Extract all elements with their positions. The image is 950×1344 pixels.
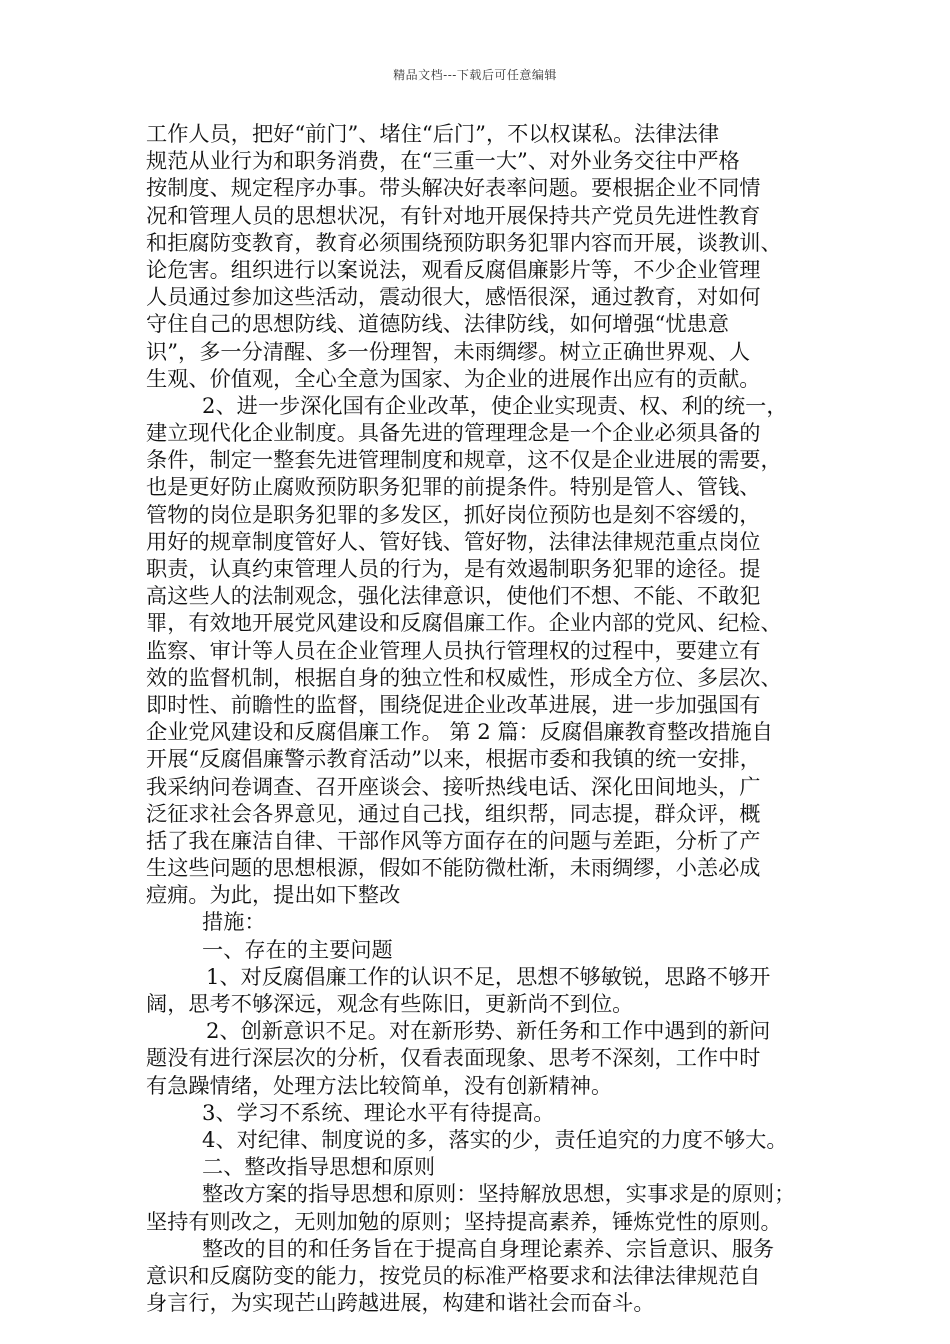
text-line: 开展“反腐倡廉警示教育活动”以来，根据市委和我镇的统一安排，: [146, 746, 761, 772]
text-line: 也是更好防止腐败预防职务犯罪的前提条件。特别是管人、管钱、: [146, 474, 761, 500]
text-line: 意识和反腐防变的能力，按党员的标准严格要求和法律法律规范自: [146, 1262, 761, 1288]
text-line: 工作人员，把好“前门”、堵住“后门”，不以权谋私。法律法律: [146, 121, 720, 146]
text-line: 泛征求社会各界意见，通过自己找，组织帮，同志提，群众评，概: [146, 800, 761, 826]
text-line: 3、学习不系统、理论水平有待提高。: [202, 1099, 555, 1125]
text-line: 人员通过参加这些活动，震动很大，感悟很深，通过教育，对如何: [146, 284, 761, 310]
text-line: 效的监督机制，根据自身的独立性和权威性，形成全方位、多层次、: [146, 664, 782, 690]
text-line: 条件，制定一整套先进管理制度和规章，这不仅是企业进展的需要，: [146, 447, 782, 473]
text-line: 措施：: [202, 909, 266, 935]
text-line: 一、存在的主要问题: [202, 936, 393, 962]
text-line: 按制度、规定程序办事。带头解决好表率问题。要根据企业不同情: [146, 175, 761, 201]
text-line: 管物的岗位是职务犯罪的多发区，抓好岗位预防也是刻不容缓的，: [146, 501, 761, 527]
text-line: 生观、价值观，全心全意为国家、为企业的进展作出应有的贡献。: [146, 365, 761, 391]
text-line: 坚持有则改之，无则加勉的原则；坚持提高素养，锤炼党性的原则。: [146, 1208, 782, 1234]
text-line: 整改的目的和任务旨在于提高自身理论素养、宗旨意识、服务: [202, 1235, 775, 1261]
text-line: 即时性、前瞻性的监督，围绕促进企业改革进展，进一步加强国有: [146, 691, 761, 717]
text-line: 2、进一步深化国有企业改革，使企业实现责、权、利的统一，: [202, 392, 788, 418]
text-line: 守住自己的思想防线、道德防线、法律防线，如何增强“忧患意: [146, 311, 729, 337]
text-line: 职责，认真约束管理人员的行为，是有效遏制职务犯罪的途径。提: [146, 556, 761, 581]
text-line: 规范从业行为和职务消费，在“三重一大”、对外业务交往中严格: [146, 148, 740, 174]
page-header: 精品文档---下载后可任意编辑: [393, 68, 557, 82]
text-line: 有急躁情绪，处理方法比较简单，没有创新精神。: [146, 1072, 613, 1098]
text-line: 论危害。组织进行以案说法，观看反腐倡廉影片等，不少企业管理: [146, 256, 761, 282]
document-body: [146, 120, 810, 1316]
text-line: 括了我在廉洁自律、干部作风等方面存在的问题与差距，分析了产: [146, 827, 761, 853]
text-line: 识”，多一分清醒、多一份理智，未雨绸缪。树立正确世界观、人: [146, 338, 751, 364]
text-line: 我采纳问卷调查、召开座谈会、接听热线电话、深化田间地头，广: [146, 773, 761, 799]
text-line: 身言行，为实现芒山跨越进展，构建和谐社会而奋斗。: [146, 1290, 655, 1316]
text-line: 监察、审计等人员在企业管理人员执行管理权的过程中，要建立有: [146, 637, 761, 663]
text-line: 高这些人的法制观念，强化法律意识，使他们不想、不能、不敢犯: [146, 583, 761, 609]
text-line: 2、创新意识不足。对在新形势、新任务和工作中遇到的新问: [206, 1018, 771, 1044]
text-line: 4、对纪律、制度说的多，落实的少，责任追究的力度不够大。: [202, 1126, 788, 1152]
text-line: 痘痈。为此，提出如下整改: [146, 882, 401, 908]
text-line: 生这些问题的思想根源，假如不能防微杜渐，未雨绸缪，小恙必成: [146, 855, 761, 881]
text-line: 题没有进行深层次的分析，仅看表面现象、思考不深刻，工作中时: [146, 1045, 761, 1071]
text-line: 阔，思考不够深远，观念有些陈旧，更新尚不到位。: [146, 991, 634, 1016]
text-line: 二、整改指导思想和原则: [202, 1154, 436, 1180]
text-line: 罪，有效地开展党风建设和反腐倡廉工作。企业内部的党风、纪检、: [146, 610, 782, 636]
text-line: 用好的规章制度管好人、管好钱、管好物，法律法律规范重点岗位: [146, 528, 761, 554]
text-line: 1、对反腐倡廉工作的认识不足，思想不够敏锐，思路不够开: [206, 963, 771, 989]
text-line: 建立现代化企业制度。具备先进的管理理念是一个企业必须具备的: [146, 420, 761, 446]
text-line: 企业党风建设和反腐倡廉工作。 第 2 篇：反腐倡廉教育整改措施自: [146, 719, 773, 745]
text-line: 况和管理人员的思想状况，有针对地开展保持共产党员先进性教育: [146, 202, 761, 228]
text-line: 整改方案的指导思想和原则：坚持解放思想，实事求是的原则；: [202, 1181, 796, 1207]
text-line: 和拒腐防变教育，教育必须围绕预防职务犯罪内容而开展，谈教训、: [146, 229, 782, 255]
